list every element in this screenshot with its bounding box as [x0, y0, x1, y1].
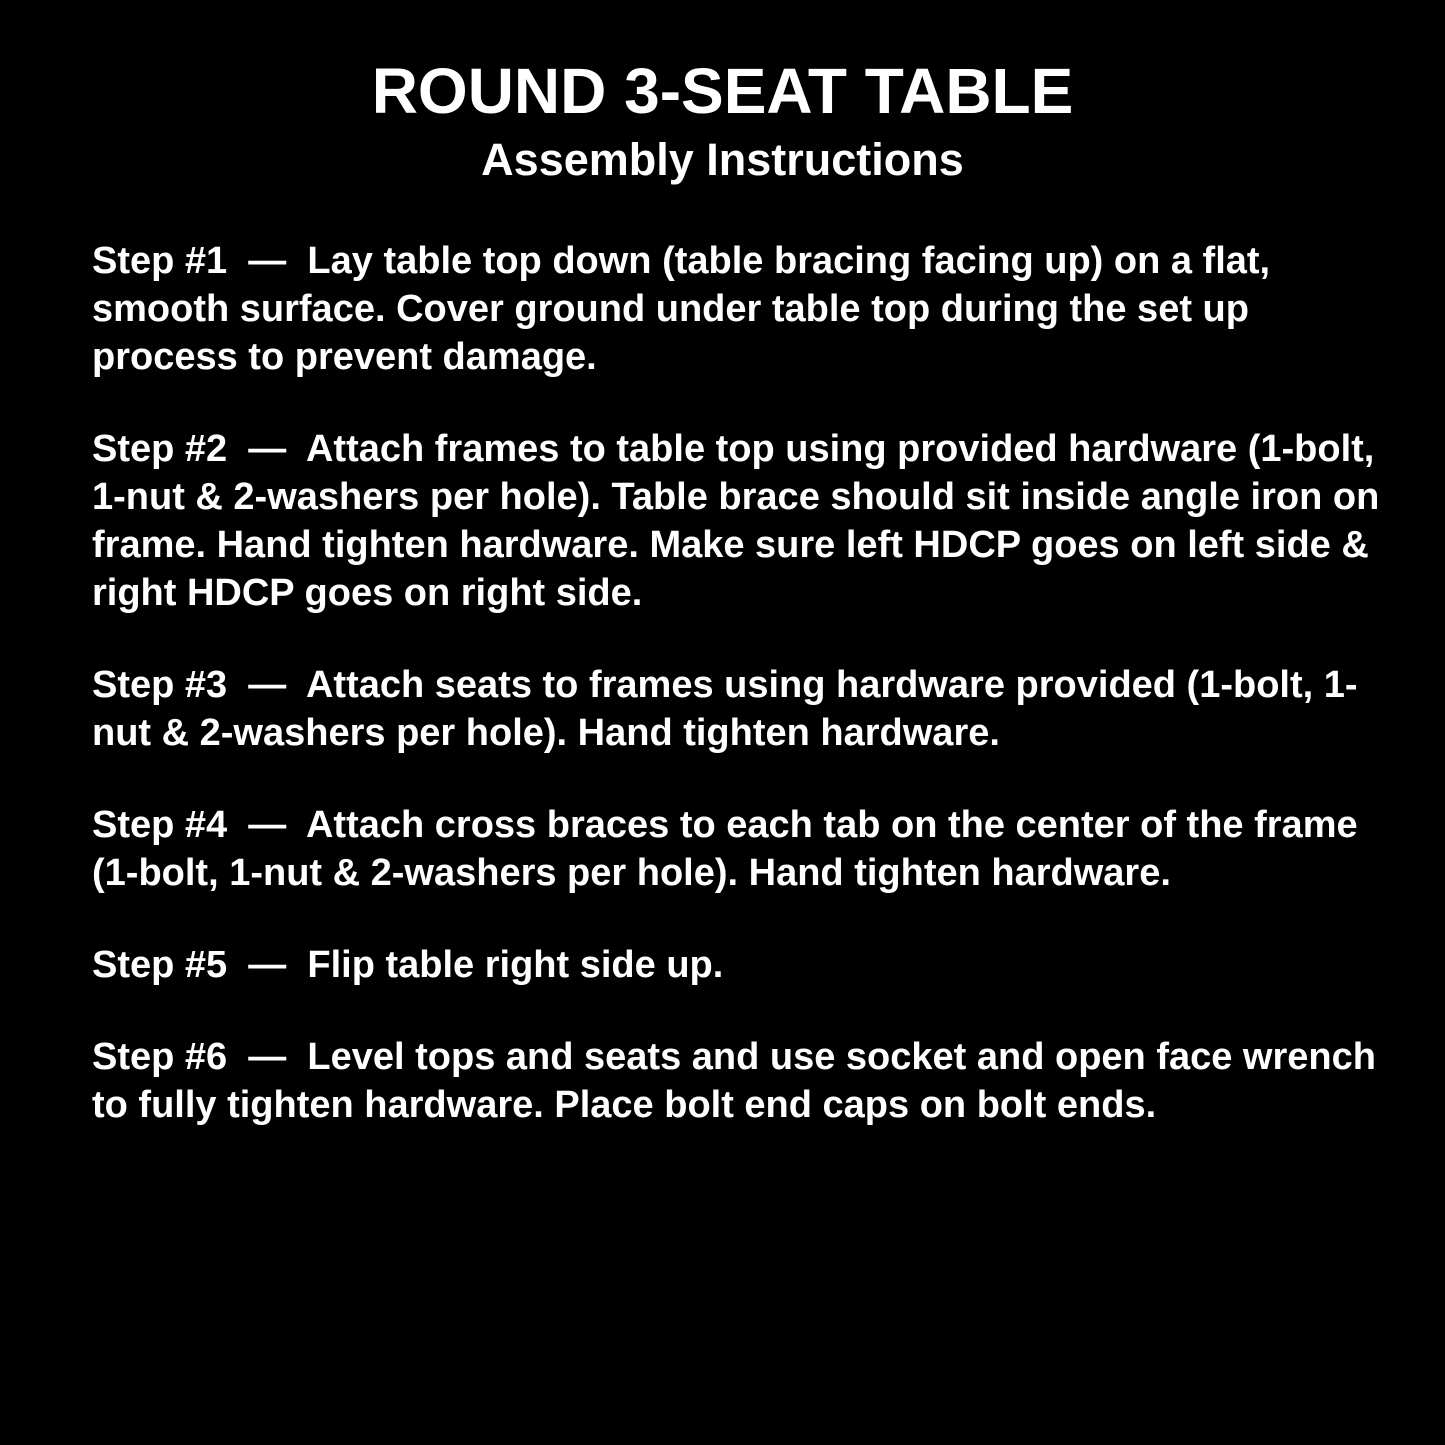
page-subtitle: Assembly Instructions: [481, 133, 964, 185]
step-3-paragraph: Step #3 — Attach seats to frames using hardware provided (1-bolt, 1-nut & 2-washers per hole). Hand tighten hardware.: [92, 664, 1358, 755]
step-6-paragraph: Step #6 — Level tops and seats and use socket and open face wrench to fully tighten hardware. Place bolt end caps on bolt ends.: [92, 1036, 1387, 1127]
step-1-paragraph: Step #1 — Lay table top down (table bracing facing up) on a flat, smooth surface. Cover ground under table top during the set up process to prevent damage.: [92, 240, 1281, 379]
step-2-paragraph: Step #2 — Attach frames to table top using provided hardware (1-bolt, 1-nut & 2-washers per hole). Table brace should sit inside angle iron on frame. Hand tighten hardware. Make sure left HDCP goes on left side & right HDCP goes on right side.: [92, 428, 1390, 615]
page-title: ROUND 3-SEAT TABLE: [371, 55, 1074, 127]
step-4-paragraph: Step #4 — Attach cross braces to each tab on the center of the frame (1-bolt, 1-nut & 2-washers per hole). Hand tighten hardware.: [92, 804, 1369, 895]
step-5-paragraph: Step #5 — Flip table right side up.: [92, 944, 724, 987]
steps-list: [92, 237, 1390, 1129]
